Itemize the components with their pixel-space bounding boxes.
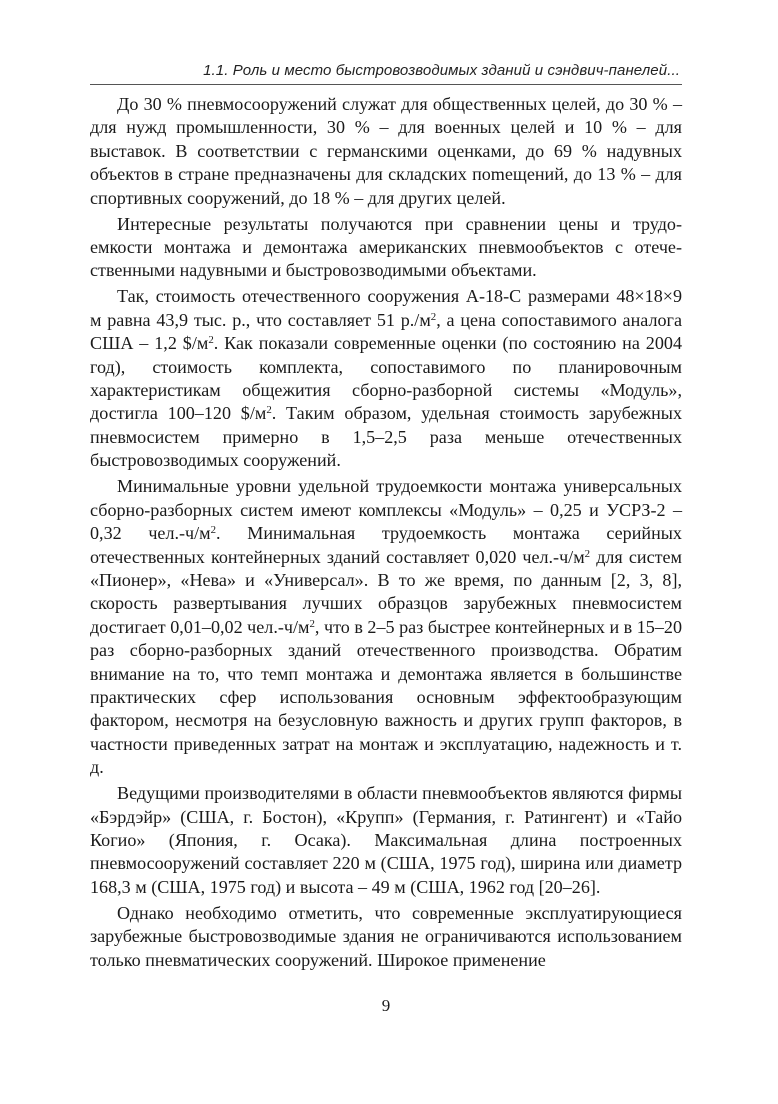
paragraph-leading-manufacturers: Ведущими производителями в области пневмообъектов являются фирмы «Бэрдэйр» (США, г. Бостон), «Крупп» (Германия, г. Ратингент) и «Тайо Когио» (Япония, г. Осака). Максимальная длина построенных пневмосооружений составляет 220 м (США, 1975 год), ширина или диаметр 168,3 м (США, 1975 год) и высота – 49 м (США, 1962 год [20–26].: [90, 783, 682, 897]
text-segment: , что в 2–5 раз быстрее контейнерных и в 15–20 раз сборно-разборных зданий отечественного производства. Обратим внимание на то, что темп монтажа и демонтажа является в большинстве практических сфер использования основным эффектообразующим фактором, несмотря на безусловную важность и других групп факторов, в частности приведенных затрат на монтаж и эксплуатацию, надежность и т. д.: [90, 616, 682, 778]
paragraph-cost-comparison-intro: Интересные результаты получаются при сравнении цены и трудоемкости монтажа и демонтажа американских пневмообъектов с отечественными надувными и быстровозводимыми объектами.: [90, 213, 682, 281]
text-segment: . Как показали современные оценки (по состоянию на 2004 год), стоимость комплекта, сопоставимого по планировочным характеристикам общежития сборно-разборной системы «Модуль», достигла 100–120 $/м: [90, 333, 682, 424]
running-header: 1.1. Роль и место быстровозводимых зданий и сэндвич-панелей...: [203, 62, 680, 79]
superscript-squared: 2: [309, 617, 315, 630]
superscript-squared: 2: [430, 310, 437, 323]
paragraph-cost-figures: [90, 285, 682, 472]
text-segment: Минимальные уровни удельной трудоемкости монтажа универсальных сборно-разборных систем имеют комплексы «Модуль» – 0,25 и УСРЗ-2 – 0,32 чел.-ч/м: [90, 476, 682, 544]
text-segment: . Минимальная трудоемкость монтажа серийных отечественных контейнерных зданий составляет 0,020 чел.-ч/м: [90, 523, 682, 567]
superscript-squared: 2: [584, 547, 591, 560]
text-segment: для систем «Пионер», «Нева» и «Универсал». В то же время, по данным [2, 3, 8], скорость развертывания лучших образцов зарубежных пневмосистем достигает 0,01–0,02 чел.-ч/м: [90, 546, 682, 637]
page-number: 9: [381, 996, 391, 1015]
paragraph-other-structures: Однако необходимо отметить, что современные эксплуатирующиеся зарубежные быстровозводимые здания не ограничиваются использованием только пневматических сооружений. Широкое применение: [90, 902, 682, 970]
paragraph-pneumatic-usage-shares: До 30 % пневмосооружений служат для общественных целей, до 30 % – для нужд промышленности, 30 % – для военных целей и 10 % – для выставок. В соответствии с германскими оценками, до 69 % надувных объектов в стране предназначены для складских поmещений, до 13 % – для спортивных сооружений, до 18 % – для других целей.: [90, 94, 682, 208]
header-rule: [90, 84, 682, 85]
text-segment: . Таким образом, удельная стоимость зарубежных пневмосистем примерно в 1,5–2,5 раза меньше отечественных быстровозводимых сооружений.: [90, 403, 682, 471]
superscript-squared: 2: [210, 524, 217, 537]
page-body: [90, 93, 682, 975]
text-segment: , а цена сопоставимого аналога США – 1,2 $/м: [90, 309, 682, 354]
text-segment: Так, стоимость отечественного сооружения А-18-С размерами 48×18×9 м равна 43,9 тыс. р., что составляет 51 р./м: [90, 286, 682, 330]
paragraph-labor-intensity: [90, 475, 682, 779]
superscript-squared: 2: [208, 334, 214, 347]
superscript-squared: 2: [266, 404, 272, 417]
